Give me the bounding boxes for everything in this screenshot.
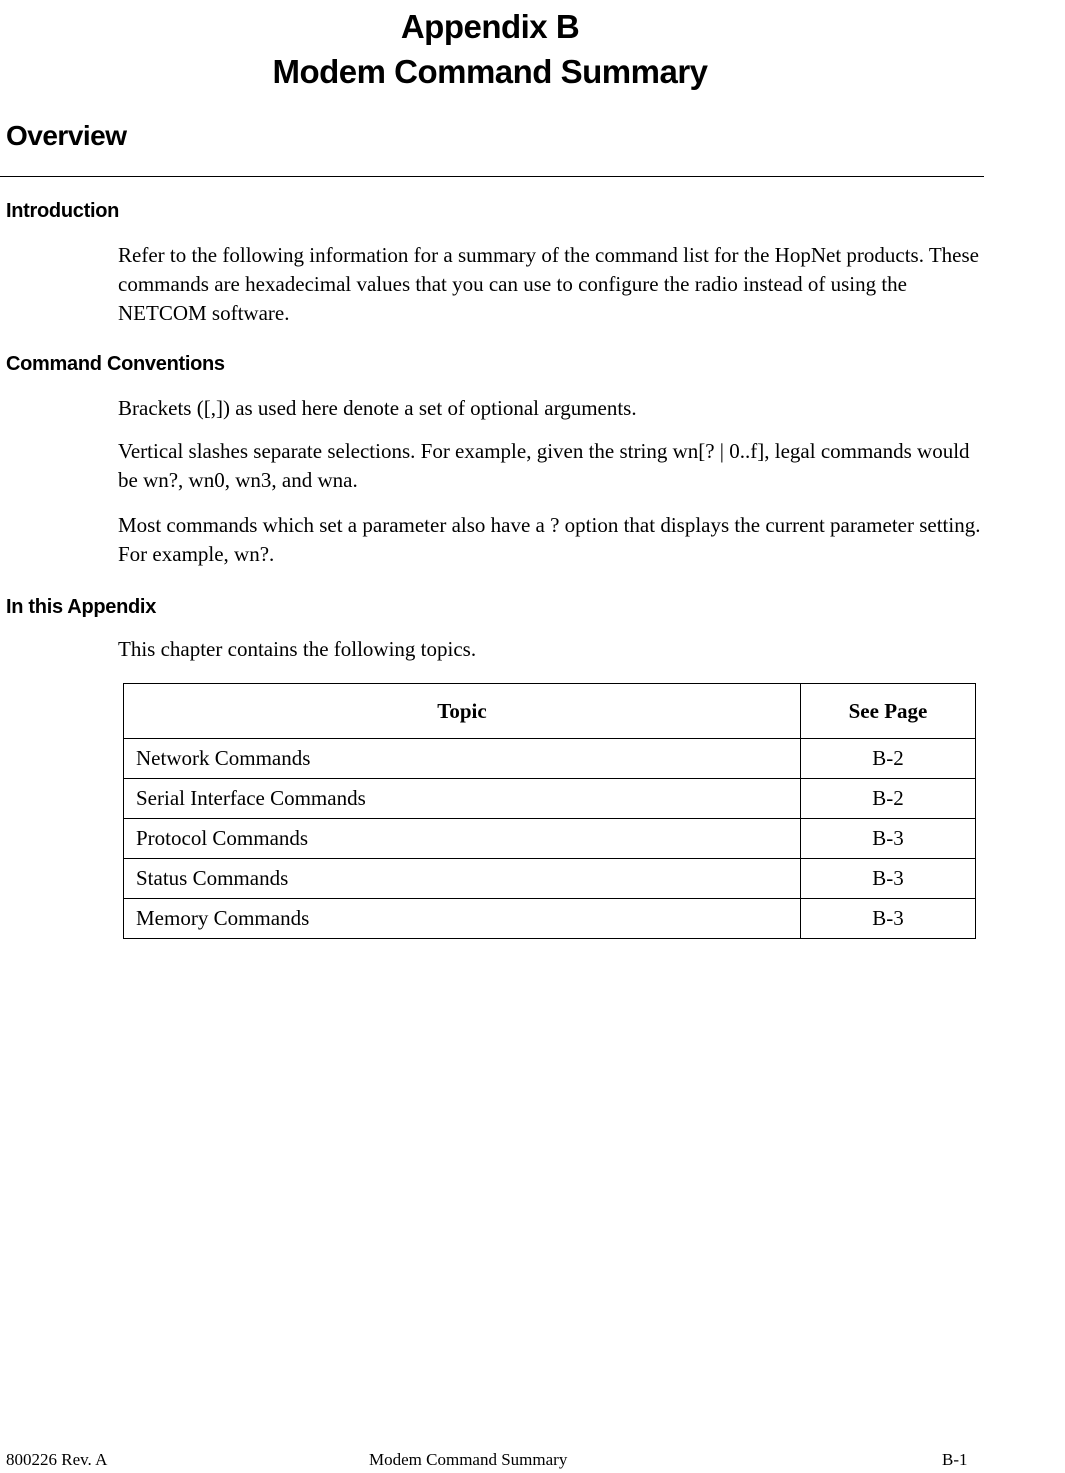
topics-table xyxy=(123,683,976,939)
chapter-paragraph: This chapter contains the following topics. xyxy=(118,637,477,661)
section-heading: Overview xyxy=(6,120,127,151)
appendix-title: Appendix B xyxy=(400,8,580,45)
conventions-heading: Command Conventions xyxy=(6,353,225,375)
appendix-heading: In this Appendix xyxy=(6,596,157,618)
page-column-header: See Page xyxy=(801,684,976,739)
table-header-row xyxy=(124,684,976,739)
topic-cell: Protocol Commands xyxy=(124,819,801,859)
table-row xyxy=(124,779,976,819)
topic-cell: Status Commands xyxy=(124,859,801,899)
introduction-paragraph: Refer to the following information for a summary of the command list for the HopNet products. These commands are hexadecimal values that you can use to configure the radio instead of using the NETCOM software. xyxy=(118,243,979,325)
page-cell: B-2 xyxy=(801,739,976,779)
topic-cell: Memory Commands xyxy=(124,899,801,939)
footer-title: Modem Command Summary xyxy=(369,1450,568,1469)
introduction-heading: Introduction xyxy=(6,200,120,222)
table-row xyxy=(124,859,976,899)
slashes-paragraph: Vertical slashes separate selections. For example, given the string wn[? | 0..f], legal commands would be wn?, wn0, wn3, and wna. xyxy=(118,439,970,492)
section-divider xyxy=(0,176,984,177)
footer-document-number: 800226 Rev. A xyxy=(6,1450,108,1469)
topic-column-header: Topic xyxy=(124,684,801,739)
page-cell: B-2 xyxy=(801,779,976,819)
topic-cell: Network Commands xyxy=(124,739,801,779)
page-cell: B-3 xyxy=(801,859,976,899)
footer-page-number: B-1 xyxy=(942,1450,968,1469)
table-row xyxy=(124,899,976,939)
brackets-paragraph: Brackets ([,]) as used here denote a set of optional arguments. xyxy=(118,396,637,420)
table-row xyxy=(124,819,976,859)
topic-cell: Serial Interface Commands xyxy=(124,779,801,819)
table-row xyxy=(124,739,976,779)
page-cell: B-3 xyxy=(801,899,976,939)
appendix-subtitle: Modem Command Summary xyxy=(272,53,708,90)
option-paragraph: Most commands which set a parameter also have a ? option that displays the current parameter setting. For example, wn?. xyxy=(118,513,981,566)
page-cell: B-3 xyxy=(801,819,976,859)
